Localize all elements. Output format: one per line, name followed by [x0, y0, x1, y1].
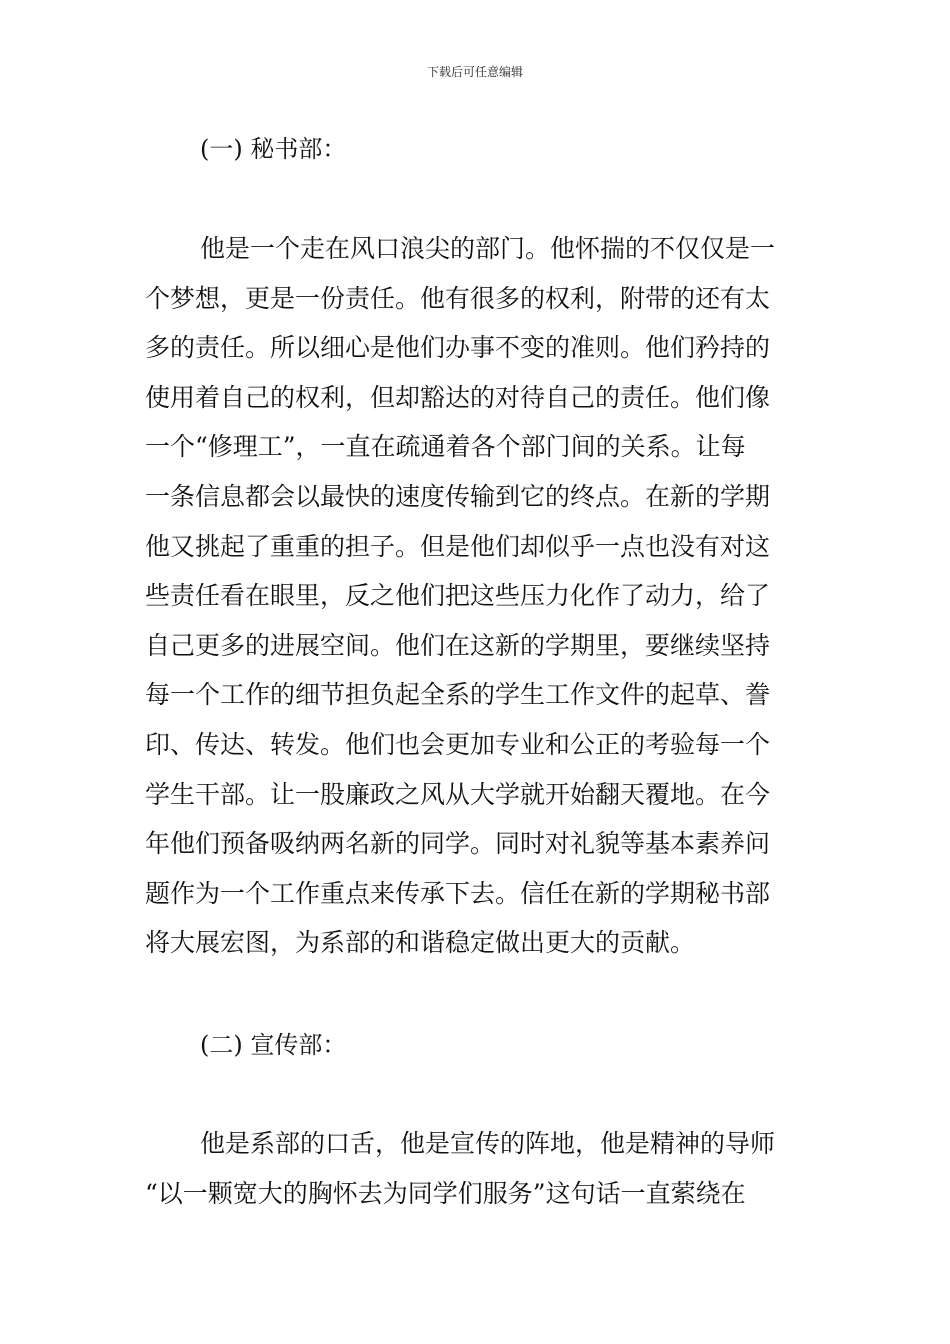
section-heading-secretariat: (一) 秘书部： [200, 135, 347, 163]
header-note: 下载后可任意编辑 [426, 65, 523, 79]
paragraph-line: 印、传达、转发。他们也会更加专业和公正的考验每一个 [145, 729, 771, 759]
paragraph-line: 多的责任。所以细心是他们办事不变的准则。他们矜持的 [145, 333, 771, 363]
paragraph-publicity [145, 1119, 815, 1218]
paragraph-line: 他又挑起了重重的担子。但是他们却似乎一点也没有对这 [145, 531, 771, 561]
paragraph-line: 一条信息都会以最快的速度传输到它的终点。在新的学期 [145, 481, 771, 511]
paragraph-line: “以一颗宽大的胸怀去为同学们服务”这句话一直萦绕在 [145, 1178, 746, 1208]
paragraph-line: 每一个工作的细节担负起全系的学生工作文件的起草、誊 [145, 680, 771, 710]
paragraph-line: 些责任看在眼里，反之他们把这些压力化作了动力，给了 [145, 581, 771, 611]
paragraph-line: 学生干部。让一股廉政之风从大学就开始翻天覆地。在今 [145, 779, 771, 809]
paragraph-line: 他是一个走在风口浪尖的部门。他怀揣的不仅仅是一 [200, 234, 776, 263]
paragraph-line: 年他们预备吸纳两名新的同学。同时对礼貌等基本素养问 [145, 829, 771, 859]
paragraph-line: 将大展宏图，为系部的和谐稳定做出更大的贡献。 [145, 928, 696, 958]
paragraph-line: 个梦想，更是一份责任。他有很多的权利，附带的还有太 [145, 283, 771, 313]
paragraph-line: 题作为一个工作重点来传承下去。信任在新的学期秘书部 [145, 878, 771, 908]
paragraph-line: 自己更多的进展空间。他们在这新的学期里，要继续坚持 [145, 630, 771, 660]
paragraph-line: 一个“修理工”，一直在疏通着各个部门间的关系。让每 [145, 432, 746, 462]
paragraph-line: 使用着自己的权利，但却豁达的对待自己的责任。他们像 [145, 382, 771, 412]
paragraph-secretariat [145, 224, 815, 968]
paragraph-line: 他是系部的口舌，他是宣传的阵地，他是精神的导师 [200, 1129, 776, 1158]
section-heading-publicity: (二) 宣传部： [200, 1031, 347, 1059]
